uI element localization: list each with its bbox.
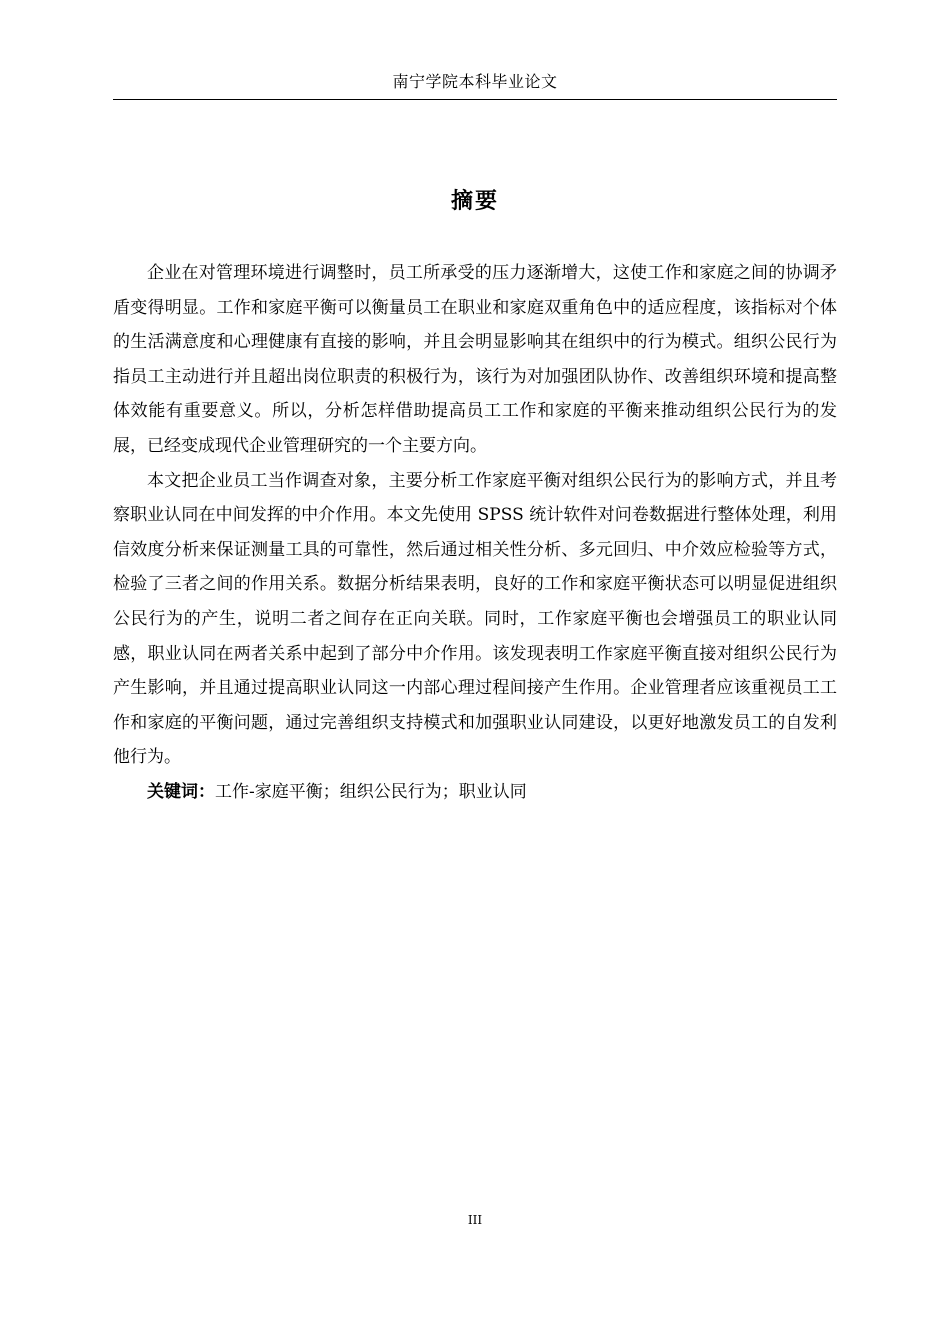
keywords-label: 关键词： <box>147 781 215 802</box>
abstract-paragraph-2: 本文把企业员工当作调查对象，主要分析工作家庭平衡对组织公民行为的影响方式，并且考察职业认同在中间发挥的中介作用。本文先使用 SPSS 统计软件对问卷数据进行整体处理，利用信效度分析来保证测量工具的可靠性，然后通过相关性分析、多元回归、中介效应检验等方式，检验了三者之间的作用关系。数据分析结果表明，良好的工作和家庭平衡状态可以明显促进组织公民行为的产生，说明二者之间存在正向关联。同时，工作家庭平衡也会增强员工的职业认同感，职业认同在两者关系中起到了部分中介作用。该发现表明工作家庭平衡直接对组织公民行为产生影响，并且通过提高职业认同这一内部心理过程间接产生作用。企业管理者应该重视员工工作和家庭的平衡问题，通过完善组织支持模式和加强职业认同建设，以更好地激发员工的自发利他行为。 <box>113 470 837 768</box>
abstract-paragraph-1: 企业在对管理环境进行调整时，员工所承受的压力逐渐增大，这使工作和家庭之间的协调矛盾变得明显。工作和家庭平衡可以衡量员工在职业和家庭双重角色中的适应程度，该指标对个体的生活满意度和心理健康有直接的影响，并且会明显影响其在组织中的行为模式。组织公民行为指员工主动进行并且超出岗位职责的积极行为，该行为对加强团队协作、改善组织环境和提高整体效能有重要意义。所以，分析怎样借助提高员工工作和家庭的平衡来推动组织公民行为的发展，已经变成现代企业管理研究的一个主要方向。 <box>113 263 837 456</box>
running-header: 南宁学院本科毕业论文 <box>392 72 558 91</box>
keywords-line <box>113 775 837 810</box>
abstract-title: 摘要 <box>450 188 499 214</box>
keywords-value: 工作-家庭平衡；组织公民行为；职业认同 <box>215 781 527 802</box>
header-rule <box>113 99 837 100</box>
abstract-body <box>113 256 837 810</box>
page-number: III <box>467 1213 483 1227</box>
